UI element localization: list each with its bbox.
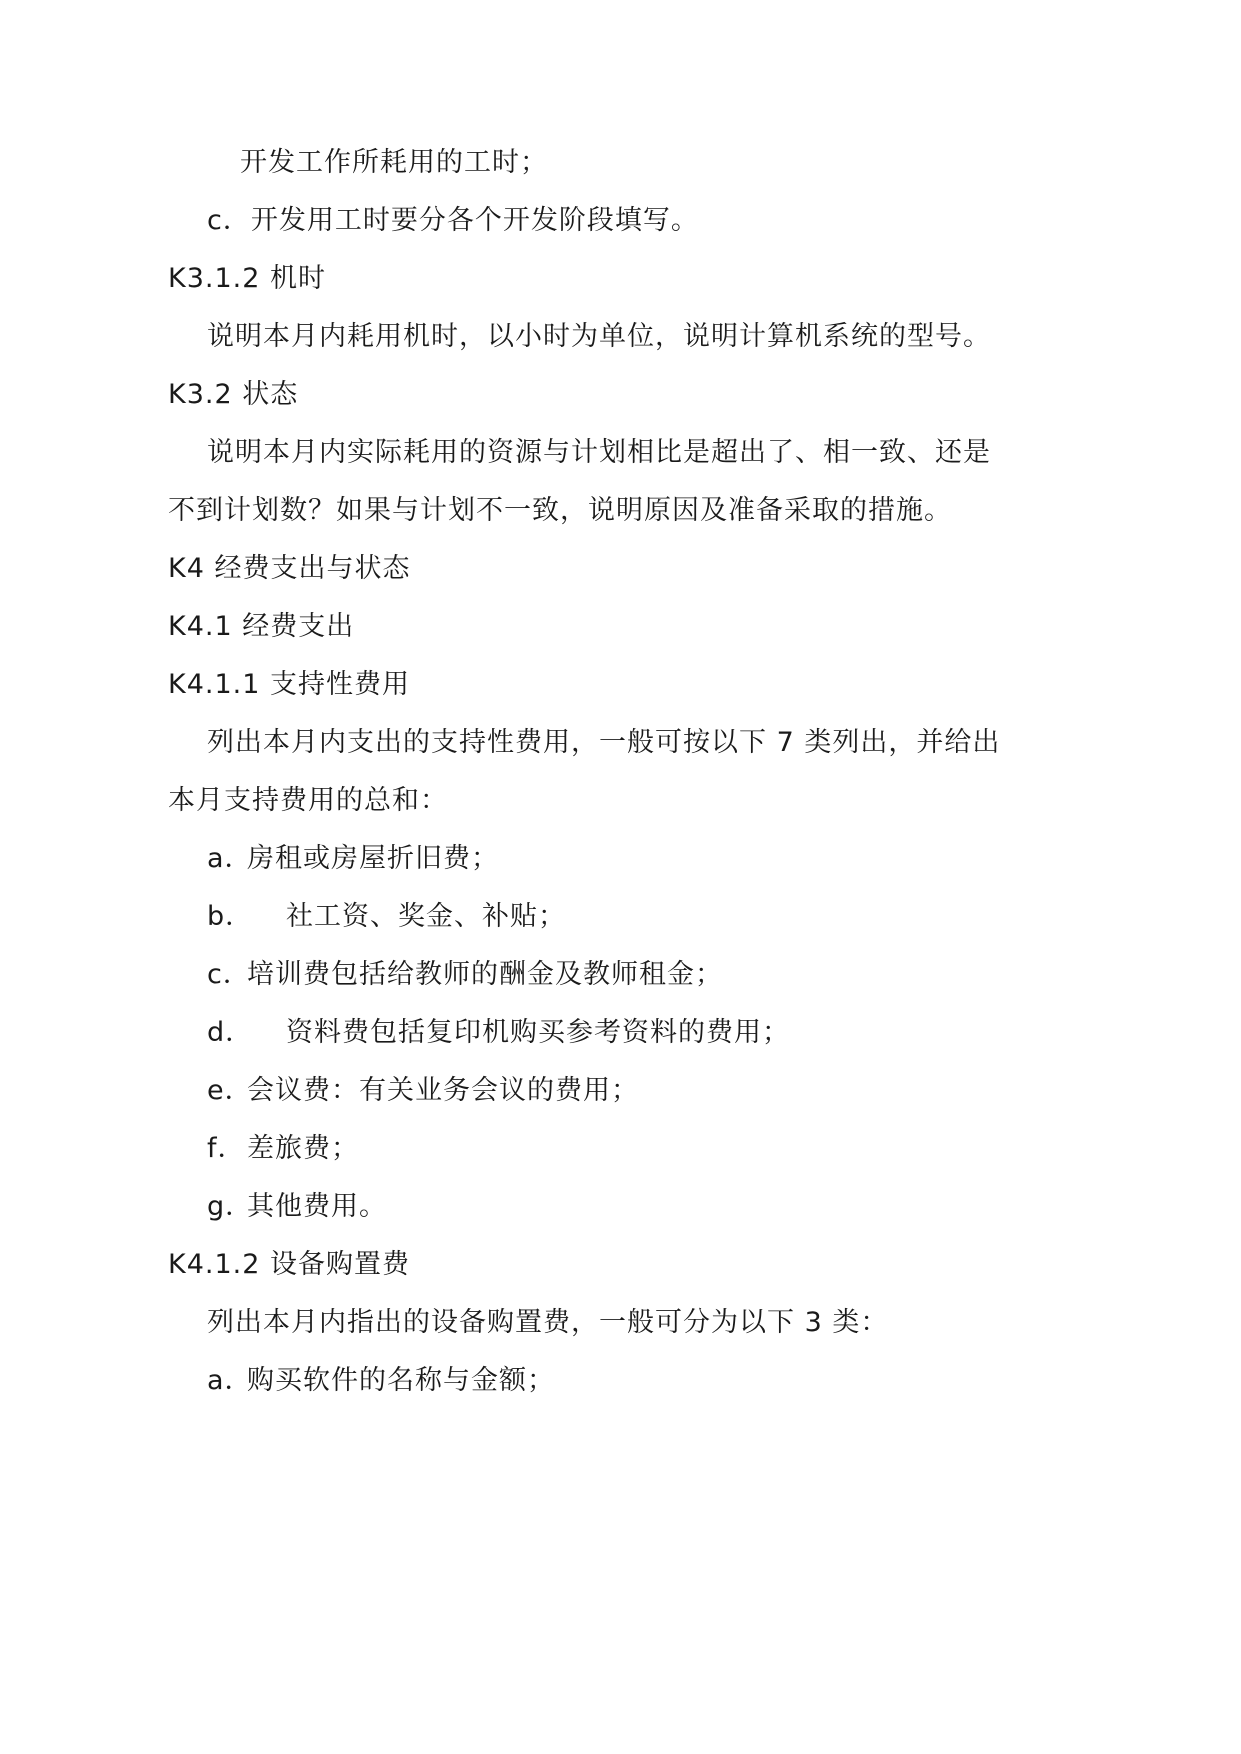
paragraph-line: 说明本月内耗用机时，以小时为单位，说明计算机系统的型号。 [207, 321, 991, 352]
list-marker: d． [207, 1017, 254, 1048]
list-marker: e． [207, 1075, 253, 1106]
list-item [207, 842, 499, 876]
paragraph-line: 列出本月内支出的支持性费用，一般可按以下 7 类列出，并给出 [207, 727, 1001, 758]
list-item [207, 1016, 790, 1050]
list-item [207, 1190, 387, 1224]
section-heading: K4.1 经费支出 [168, 611, 355, 642]
list-item-text: 房租或房屋折旧费； [247, 843, 499, 874]
paragraph-line: 开发工作所耗用的工时； [240, 147, 548, 178]
list-item [207, 900, 566, 934]
paragraph-line: 本月支持费用的总和： [168, 785, 448, 816]
paragraph-line: 说明本月内实际耗用的资源与计划相比是超出了、相一致、还是 [207, 437, 991, 468]
list-marker: c． [207, 959, 251, 990]
list-item-text: 培训费包括给教师的酬金及教师租金； [247, 959, 723, 990]
paragraph-line: 列出本月内指出的设备购置费，一般可分为以下 3 类： [207, 1307, 889, 1338]
list-item [207, 958, 723, 992]
list-item-text: 其他费用。 [247, 1191, 387, 1222]
list-item-text: 差旅费； [247, 1133, 359, 1164]
section-heading: K4.1.1 支持性费用 [168, 669, 410, 700]
section-heading: K3.1.2 机时 [168, 263, 326, 294]
list-item-text: 社工资、奖金、补贴； [286, 901, 566, 932]
paragraph-line: 不到计划数？如果与计划不一致，说明原因及准备采取的措施。 [168, 495, 952, 526]
section-heading: K4 经费支出与状态 [168, 553, 411, 584]
list-item [207, 1364, 555, 1398]
list-marker: a． [207, 1365, 253, 1396]
section-heading: K4.1.2 设备购置费 [168, 1249, 410, 1280]
list-marker: f． [207, 1133, 246, 1164]
list-item [207, 1074, 639, 1108]
list-marker: a． [207, 843, 253, 874]
list-item-text: 会议费：有关业务会议的费用； [247, 1075, 639, 1106]
section-heading: K3.2 状态 [168, 379, 299, 410]
list-marker: b． [207, 901, 254, 932]
list-item-text: 资料费包括复印机购买参考资料的费用； [286, 1017, 790, 1048]
list-item-text: 购买软件的名称与金额； [247, 1365, 555, 1396]
list-item-line: c．开发用工时要分各个开发阶段填写。 [207, 205, 699, 236]
list-item [207, 1132, 359, 1166]
list-marker: g． [207, 1191, 254, 1222]
